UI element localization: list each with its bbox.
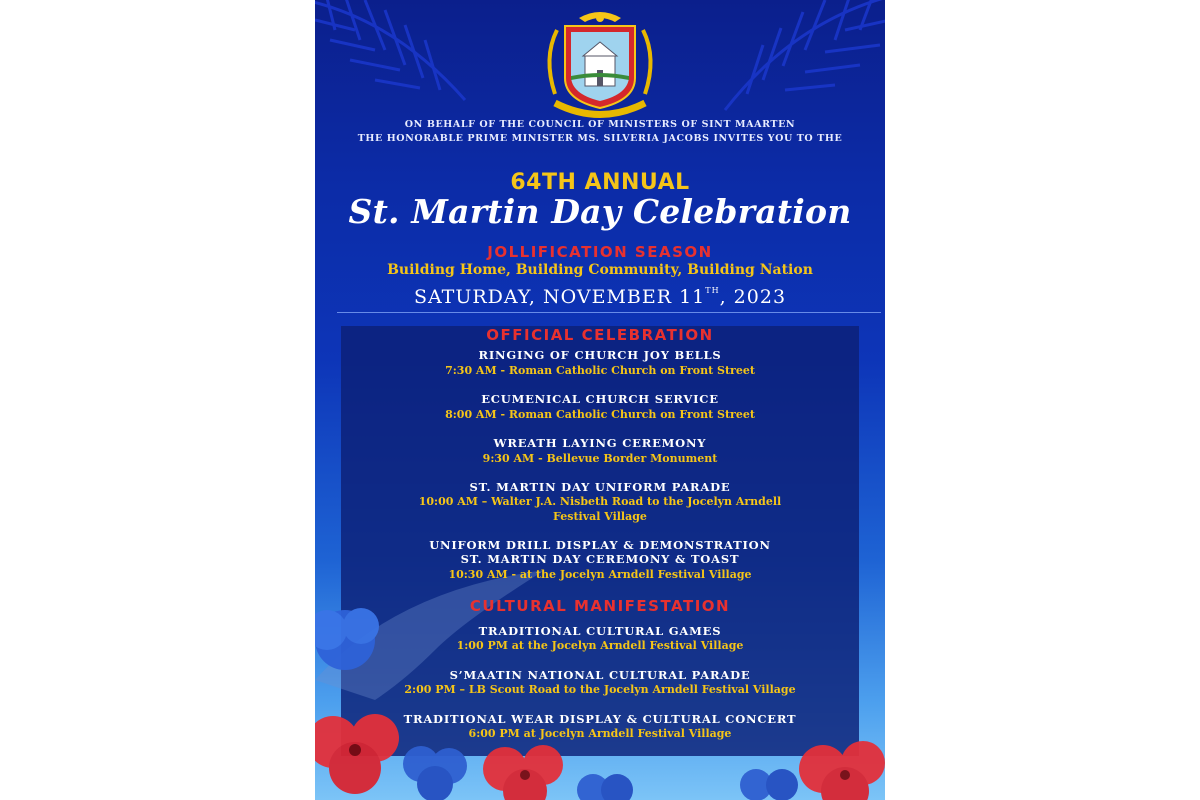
event-detail: 2:00 PM – LB Scout Road to the Jocelyn Arndell Festival Village bbox=[404, 683, 796, 696]
intro-line-2: THE HONORABLE PRIME MINISTER MS. SILVERIA JACOBS INVITES YOU TO THE bbox=[357, 133, 843, 144]
event-detail: Festival Village bbox=[553, 510, 647, 523]
event-title: ECUMENICAL CHURCH SERVICE bbox=[481, 392, 719, 406]
event-detail: 7:30 AM - Roman Catholic Church on Front Street bbox=[445, 364, 755, 377]
event-title: TRADITIONAL WEAR DISPLAY & CULTURAL CONCERT bbox=[403, 712, 797, 726]
tagline: Building Home, Building Community, Building Nation bbox=[387, 262, 813, 278]
event-detail: 10:00 AM – Walter J.A. Nisbeth Road to the Jocelyn Arndell bbox=[418, 495, 782, 508]
event-title: S’MAATIN NATIONAL CULTURAL PARADE bbox=[449, 668, 751, 682]
event-title: RINGING OF CHURCH JOY BELLS bbox=[478, 348, 722, 362]
event-detail: 1:00 PM at the Jocelyn Arndell Festival Village bbox=[456, 639, 744, 652]
date-suffix: TH bbox=[705, 286, 720, 295]
season-heading: JOLLIFICATION SEASON bbox=[487, 243, 713, 261]
date-year: , 2023 bbox=[719, 286, 787, 308]
title-annual: 64TH ANNUAL bbox=[510, 170, 690, 195]
event-title: UNIFORM DRILL DISPLAY & DEMONSTRATION bbox=[429, 538, 771, 552]
official-celebration-heading: OFFICIAL CELEBRATION bbox=[486, 326, 714, 344]
intro-line-1: ON BEHALF OF THE COUNCIL OF MINISTERS OF SINT MAARTEN bbox=[404, 119, 796, 130]
invitation-poster bbox=[315, 0, 885, 800]
event-detail: 9:30 AM - Bellevue Border Monument bbox=[482, 452, 718, 465]
event-detail: 6:00 PM at Jocelyn Arndell Festival Village bbox=[468, 727, 732, 740]
event-title: WREATH LAYING CEREMONY bbox=[493, 436, 707, 450]
invitation-intro bbox=[315, 118, 885, 146]
event-title: TRADITIONAL CULTURAL GAMES bbox=[478, 624, 722, 638]
event-title: ST. MARTIN DAY UNIFORM PARADE bbox=[469, 480, 731, 494]
date-prefix: SATURDAY, NOVEMBER 11 bbox=[413, 286, 706, 308]
event-title: ST. MARTIN DAY CEREMONY & TOAST bbox=[460, 552, 740, 566]
event-detail: 10:30 AM - at the Jocelyn Arndell Festival Village bbox=[448, 568, 752, 581]
hibiscus-flowers-icon bbox=[315, 560, 885, 800]
coat-of-arms-icon bbox=[535, 8, 665, 120]
cultural-manifestation-heading: CULTURAL MANIFESTATION bbox=[469, 597, 731, 615]
palm-leaf-left-icon bbox=[315, 0, 505, 130]
page-title: St. Martin Day Celebration bbox=[348, 192, 852, 231]
event-detail: 8:00 AM - Roman Catholic Church on Front Street bbox=[445, 408, 755, 421]
event-date bbox=[315, 286, 885, 308]
palm-leaf-right-icon bbox=[655, 0, 885, 130]
divider bbox=[337, 312, 881, 313]
